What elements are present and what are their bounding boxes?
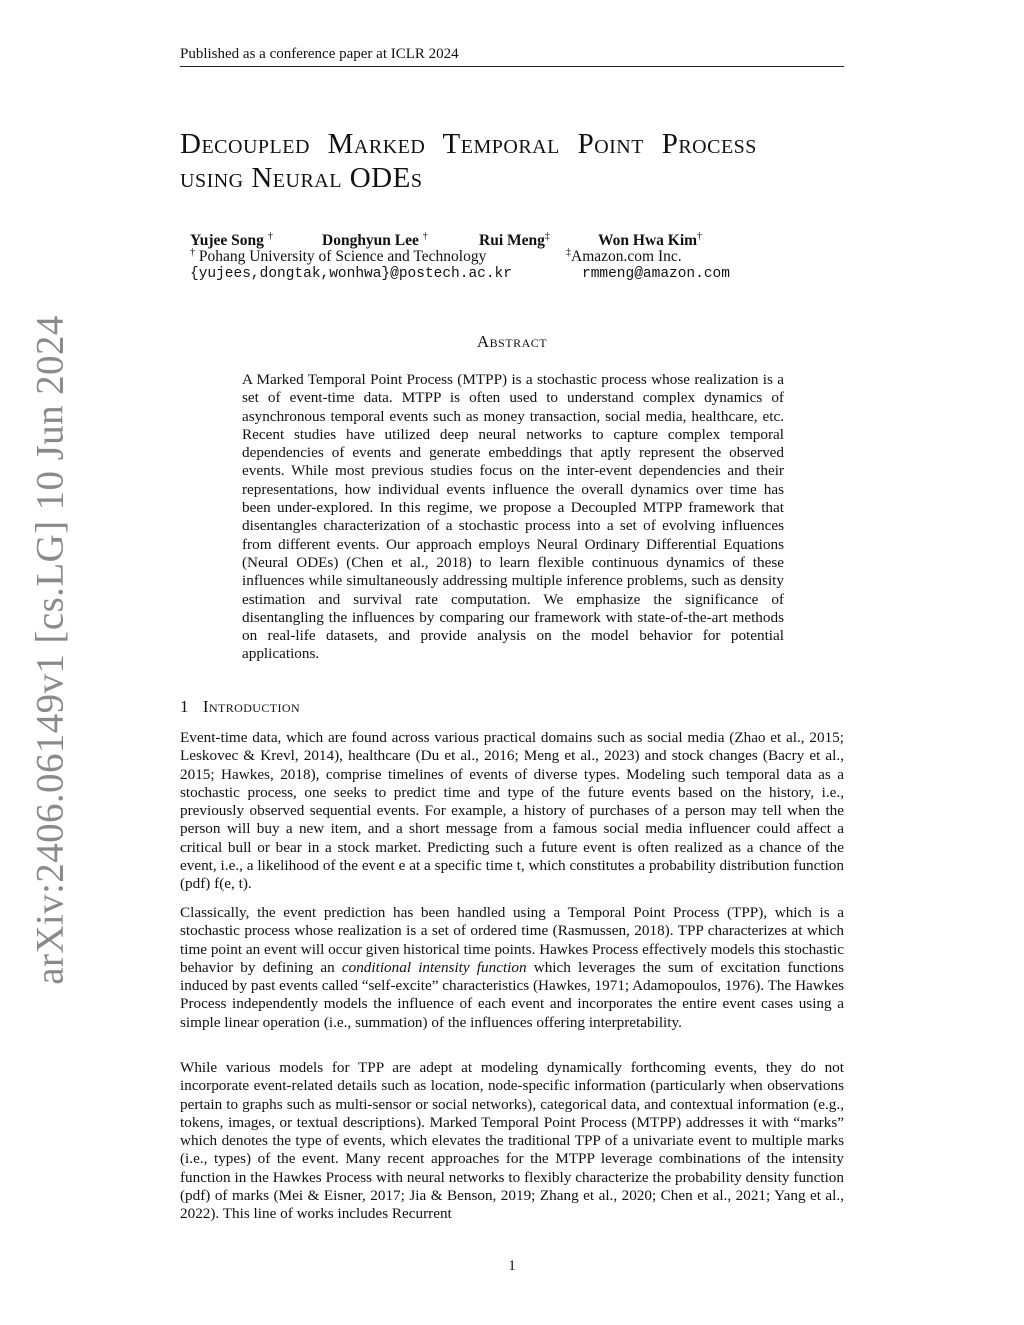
intro-paragraph-3: While various models for TPP are adept at modeling dynamically forthcoming events, they do not incorporate event-related details such as location, node-specific information (particularly when observations pertain to graphs such as multi-sensor or social networks), categorical data, and contextual information (e.g., tokens, images, or textual descriptions). Marked Temporal Point Process (MTPP) addresses it with “marks” which denotes the type of events, which elevates the traditional TPP of a univariate event to multiple marks (i.e., types) of the event. Many recent approaches for the MTPP leverage combinations of the intensity function in the Hawkes Process with neural networks to flexibly characterize the probability density function (pdf) of marks (Mei & Eisner, 2017; Jia & Benson, 2019; Zhang et al., 2020; Chen et al., 2021; Yang et al., 2022). This line of works includes Recurrent: [180, 1059, 844, 1223]
title-line-2: using Neural ODEs: [180, 162, 423, 194]
arxiv-identifier-stamp: arXiv:2406.06149v1 [cs.LG] 10 Jun 2024: [28, 315, 72, 985]
title-line-1: Decoupled Marked Temporal Point Process: [180, 128, 757, 160]
author-name: Yujee Song †: [190, 231, 273, 250]
author-name: Rui Meng‡: [479, 231, 550, 250]
abstract-heading: Abstract: [476, 332, 548, 351]
emphasized-term: conditional intensity function: [341, 958, 527, 976]
section-heading-introduction: [180, 697, 300, 717]
affiliation-postech: † Pohang University of Science and Technology: [190, 247, 487, 266]
author-name: Donghyun Lee †: [322, 231, 428, 250]
abstract-text: A Marked Temporal Point Process (MTPP) is a stochastic process whose realization is a set of event-time data. MTPP is often used to understand complex dynamics of asynchronous temporal events such as money transaction, social media, healthcare, etc. Recent studies have utilized deep neural networks to capture complex temporal dependencies of events and generate embeddings that aptly represent the observed events. While most previous studies focus on the inter-event dependencies and their representations, how individual events influence the overall dynamics over time has been under-explored. In this regime, we propose a Decoupled MTPP framework that disentangles characterization of a stochastic process into a set of evolving influences from different events. Our approach employs Neural Ordinary Differential Equations (Neural ODEs) (Chen et al., 2018) to learn flexible continuous dynamics of these influences while simultaneously addressing multiple inference problems, such as density estimation and survival rate computation. We emphasize the significance of disentangling the influences by comparing our framework with state-of-the-art methods on real-life datasets, and provide analysis on the model behavior for potential applications.: [242, 371, 784, 663]
author-name: Won Hwa Kim†: [598, 231, 703, 250]
intro-paragraph-1: Event-time data, which are found across various practical domains such as social media (Zhao et al., 2015; Leskovec & Krevl, 2014), healthcare (Du et al., 2016; Meng et al., 2023) and stock changes (Bacry et al., 2015; Hawkes, 2018), comprise timelines of events of diverse types. Modeling such temporal data as a stochastic process, one seeks to predict time and type of the future events based on the history, i.e., previously observed sequential events. For example, a history of purchases of a person may tell when the person will buy a new item, and a short message from a famous social media influencer could affect a critical bull or bear in a stock market. Predicting such a future event is often realized as a chance of the event, i.e., a likelihood of the event e at a specific time t, which constitutes a probability distribution function (pdf) f(e, t).: [180, 729, 844, 893]
paper-title: [180, 127, 860, 195]
affiliation-amazon: ‡Amazon.com Inc.: [566, 247, 682, 266]
intro-paragraph-2: Classically, the event prediction has been handled using a Temporal Point Process (TPP), which is a stochastic process whose realization is a set of ordered time (Rasmussen, 2018). TPP characterizes at which time point an event will occur given historical time points. Hawkes Process effectively models this stochastic behavior by defining an conditional intensity function which leverages the sum of excitation functions induced by past events called “self-excite” characteristics (Hawkes, 1971; Adamopoulos, 1976). The Hawkes Process independently models the influence of each event and incorporates the entire event cases using a simple linear operation (i.e., summation) of the influences offering interpretability.: [180, 904, 844, 1031]
header-rule: [180, 66, 844, 67]
section-number: 1: [180, 697, 189, 716]
email-postech: {yujees,dongtak,wonhwa}@postech.ac.kr: [190, 266, 512, 282]
page-number: 1: [508, 1258, 516, 1274]
running-header: Published as a conference paper at ICLR 2024: [180, 46, 459, 62]
section-title: Introduction: [202, 697, 301, 716]
email-amazon: rmmeng@amazon.com: [582, 266, 730, 282]
